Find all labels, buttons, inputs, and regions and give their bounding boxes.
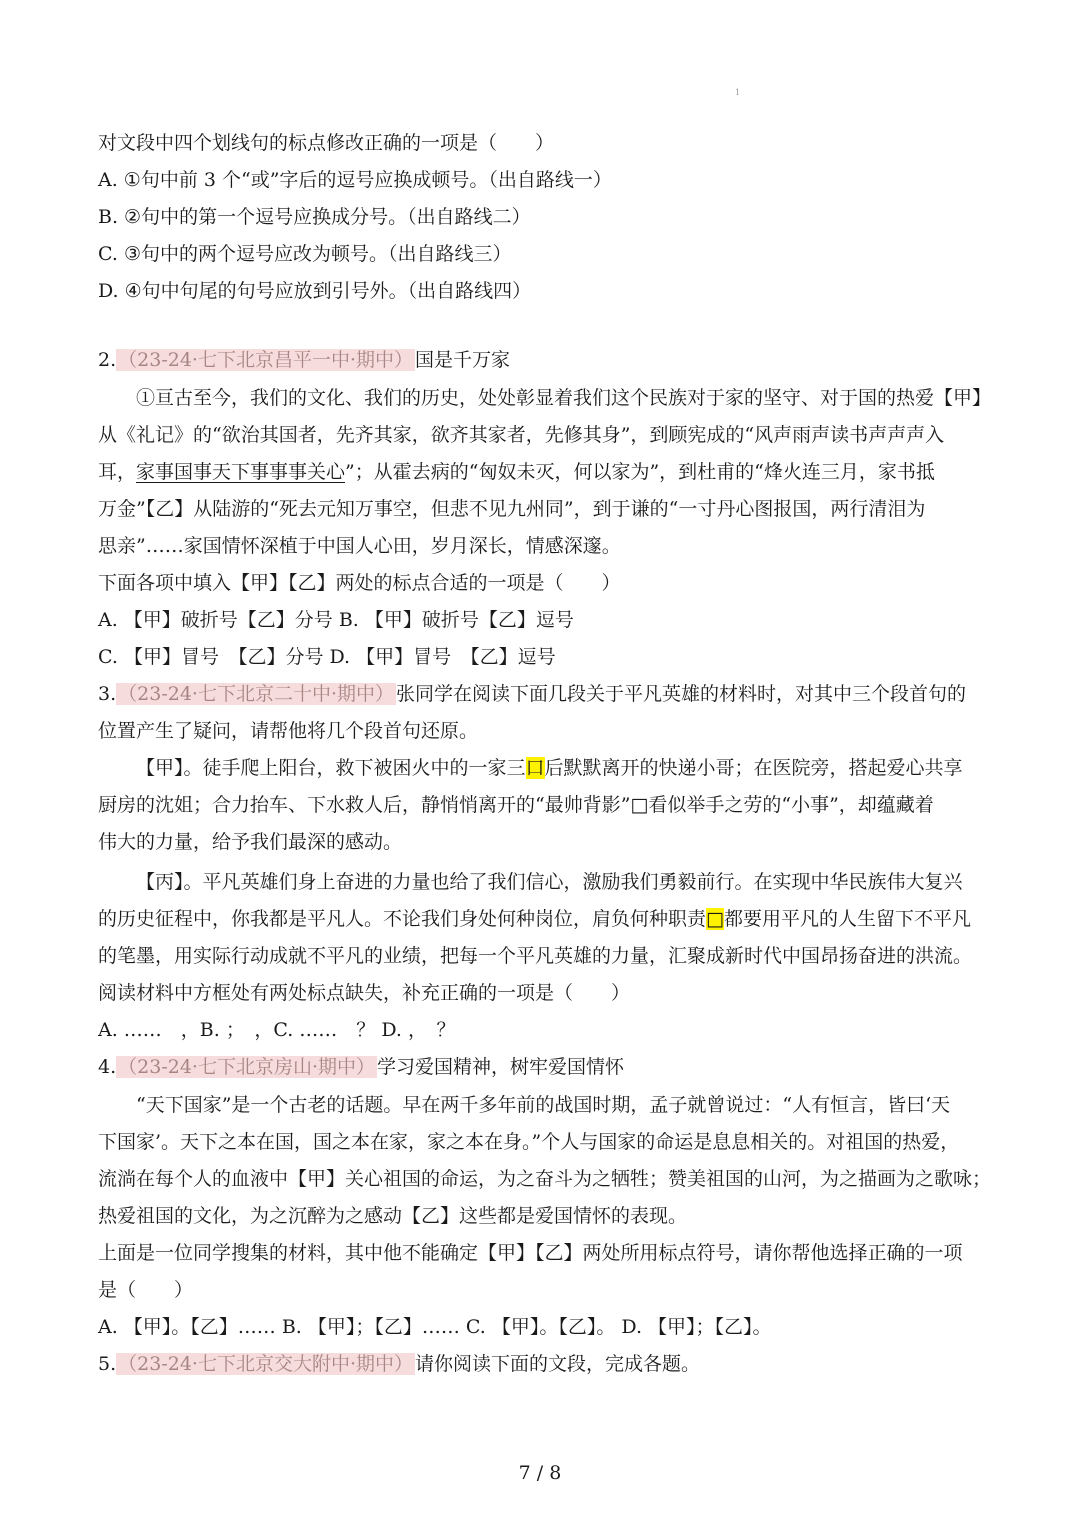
q2-para-line-2: 从《礼记》的“欲治其国者，先齐其家，欲齐其家者，先修其身”，到顾宪成的“风声雨声读书声声声入	[98, 424, 945, 446]
q3-text: 都要用平凡的人生留下不平凡	[723, 908, 971, 930]
q3-para-b-line-3: 的笔墨，用实际行动成就不平凡的业绩，把每一个平凡英雄的力量，汇聚成新时代中国昂扬奋进的洪流。	[98, 945, 973, 967]
q2-number: 2.	[98, 349, 117, 371]
q4-para-line-2: 下国家’。天下之本在国，国之本在家，家之本在身。”个人与国家的命运是息息相关的。对祖国的热爱，	[98, 1131, 960, 1153]
q1-option-a: A. ①句中前 3 个“或”字后的逗号应换成顿号。（出自路线一）	[98, 169, 612, 191]
q5-number: 5.	[98, 1353, 117, 1375]
q3-para-b-line-1: 【丙】。平凡英雄们身上奋进的力量也给了我们信心，激励我们勇毅前行。在实现中华民族伟大复兴	[136, 871, 963, 893]
q2-source-tag: （23-24·七下北京昌平一中·期中）	[118, 349, 413, 371]
q3-title-line-2: 位置产生了疑问，请帮他将几个段首句还原。	[98, 720, 479, 742]
q2-title: 国是千万家	[415, 349, 511, 371]
q2-para-line-4: 万金”【乙】从陆游的“死去元知万事空，但悲不见九州同”，到于谦的“一寸丹心图报国，两行清泪为	[98, 498, 926, 520]
q3-source-tag: （23-24·七下北京二十中·期中）	[118, 683, 394, 705]
q3-heading	[98, 679, 966, 709]
q4-options: A. 【甲】。【乙】…… B. 【甲】；【乙】…… C. 【甲】。【乙】。 D. 【甲】；【乙】。	[98, 1316, 772, 1338]
q2-underlined-sentence: 家事国事天下事事事关心	[136, 461, 346, 483]
q2-heading	[98, 345, 510, 375]
page-number: 7 / 8	[518, 1462, 562, 1484]
q1-stem: 对文段中四个划线句的标点修改正确的一项是（ ）	[98, 132, 555, 154]
q1-option-b: B. ②句中的第一个逗号应换成分号。（出自路线二）	[98, 206, 531, 228]
q4-number: 4.	[98, 1056, 117, 1078]
q4-para-line-4: 热爱祖国的文化，为之沉醉为之感动【乙】这些都是爱国情怀的表现。	[98, 1205, 688, 1227]
q5-heading	[98, 1349, 700, 1379]
q3-highlighted-box-2: □	[706, 908, 724, 930]
q3-para-a-line-2: 厨房的沈姐；合力抬车、下水救人后，静悄悄离开的“最帅背影”□看似举手之劳的“小事”，却蕴藏着	[98, 794, 934, 816]
q3-title: 张同学在阅读下面几段关于平凡英雄的材料时，对其中三个段首句的	[396, 683, 967, 705]
q2-stem: 下面各项中填入【甲】【乙】两处的标点合适的一项是（ ）	[98, 572, 621, 594]
q3-number: 3.	[98, 683, 117, 705]
q3-text: 的历史征程中，你我都是平凡人。不论我们身处何种岗位，肩负何种职责	[98, 908, 707, 930]
header-mark: 1	[735, 88, 741, 97]
q4-para-line-1: “天下国家”是一个古老的话题。早在两千多年前的战国时期，孟子就曾说过：“人有恒言，皆曰‘天	[136, 1094, 951, 1116]
q4-stem-line-2: 是（ ）	[98, 1279, 194, 1301]
q3-para-a-line-1	[136, 753, 963, 783]
q3-para-b-line-2	[98, 904, 971, 934]
q3-stem: 阅读材料中方框处有两处标点缺失，补充正确的一项是（ ）	[98, 982, 631, 1004]
q1-option-d: D. ④句中句尾的句号应放到引号外。（出自路线四）	[98, 280, 532, 302]
q5-source-tag: （23-24·七下北京交大附中·期中）	[118, 1353, 413, 1375]
q4-title: 学习爱国精神，树牢爱国情怀	[377, 1056, 625, 1078]
q2-para-line-1: ①亘古至今，我们的文化、我们的历史，处处彰显着我们这个民族对于家的坚守、对于国的热爱【甲】	[136, 387, 992, 409]
q4-heading	[98, 1052, 624, 1082]
q2-options-cd: C. 【甲】冒号 【乙】分号 D. 【甲】冒号 【乙】逗号	[98, 646, 556, 668]
q5-title: 请你阅读下面的文段，完成各题。	[415, 1353, 701, 1375]
q2-para-line-5: 思亲”……家国情怀深植于中国人心田，岁月深长，情感深邃。	[98, 535, 621, 557]
q3-highlighted-box-1: 口	[525, 757, 545, 779]
q4-source-tag: （23-24·七下北京房山·期中）	[118, 1056, 375, 1078]
q2-para-line-3	[98, 457, 935, 487]
q3-text: 后默默离开的快递小哥；在医院旁，搭起爱心共享	[544, 757, 963, 779]
q3-options: A. …… ，B. ； ，C. …… ？ D. ， ？	[98, 1019, 456, 1041]
q2-text: 耳，	[98, 461, 137, 483]
q4-stem-line-1: 上面是一位同学搜集的材料，其中他不能确定【甲】【乙】两处所用标点符号，请你帮他选择正确的一项	[98, 1242, 963, 1264]
q1-option-c: C. ③句中的两个逗号应改为顿号。（出自路线三）	[98, 243, 512, 265]
q4-para-line-3: 流淌在每个人的血液中【甲】关心祖国的命运，为之奋斗为之牺牲；赞美祖国的山河，为之描画为之歌咏；	[98, 1168, 992, 1190]
q3-text: 【甲】。徒手爬上阳台，救下被困火中的一家三	[136, 757, 526, 779]
q2-text: ”；从霍去病的“匈奴未灭，何以家为”，到杜甫的“烽火连三月，家书抵	[345, 461, 935, 483]
q3-para-a-line-3: 伟大的力量，给予我们最深的感动。	[98, 831, 403, 853]
q2-options-ab: A. 【甲】破折号【乙】分号 B. 【甲】破折号【乙】逗号	[98, 609, 574, 631]
